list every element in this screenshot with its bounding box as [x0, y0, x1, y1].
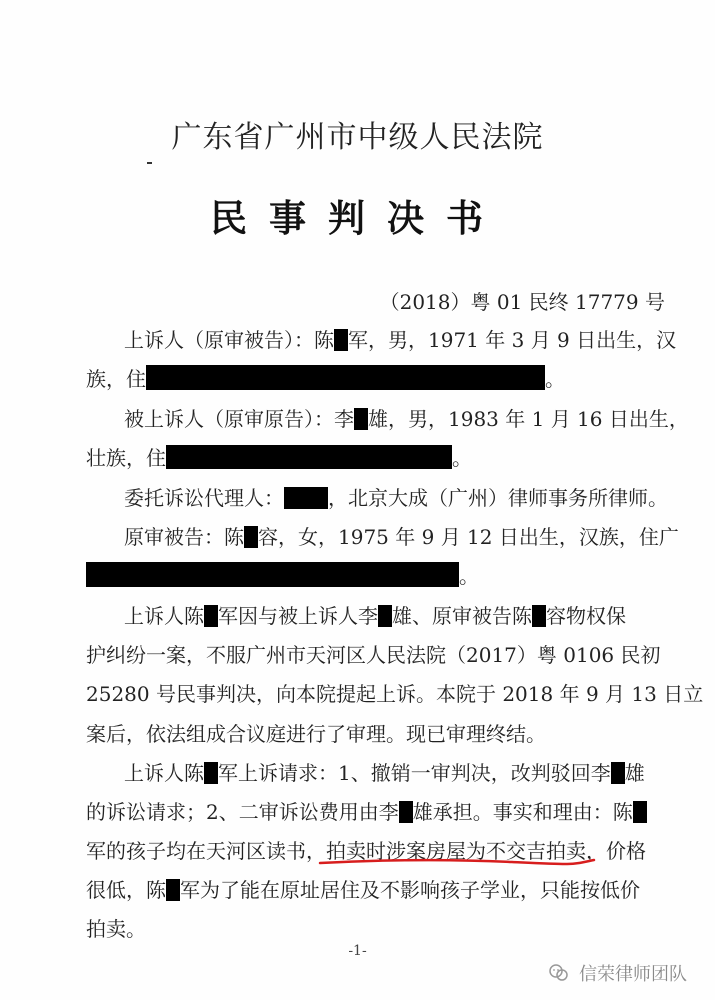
text-segment: 军因与被上诉人李: [218, 604, 378, 628]
redaction-block: [146, 365, 545, 390]
redaction-block: [611, 762, 625, 784]
appellant-line-1: [124, 326, 676, 354]
wechat-icon: [547, 961, 571, 985]
text-segment: ，价格: [586, 839, 646, 863]
appeal-paragraph-line-1: [124, 759, 645, 787]
agent-label: 委托诉讼代理人：: [124, 486, 284, 510]
case-paragraph-line-2: 护纠纷一案，不服广州市天河区人民法院（2017）粤 0106 民初: [86, 643, 661, 667]
text-segment: 雄: [624, 761, 645, 785]
watermark-text: 信荣律师团队: [579, 964, 687, 984]
appeal-paragraph-line-2: [86, 798, 647, 826]
redaction-block: [86, 562, 459, 587]
appellant-line-2: [86, 365, 565, 393]
case-paragraph-line-3: 25280 号民事判决，向本院提起上诉。本院于 2018 年 9 月 13 日立: [86, 682, 704, 706]
appellant-details: 军，男，1971 年 3 月 9 日出生，汉: [348, 328, 677, 352]
appellee-label: 被上诉人（原审原告）：李: [124, 407, 354, 431]
redaction-block: [399, 801, 413, 823]
original-defendant-details: 容，女，1975 年 9 月 12 日出生，汉族，住广: [258, 525, 679, 549]
text-segment: 上诉人陈: [124, 604, 204, 628]
underlined-text: 拍卖时涉案房屋为不交吉拍卖: [326, 839, 586, 863]
appeal-paragraph-line-3: [86, 837, 646, 865]
text-segment: 军上诉请求：1、撤销一审判决，改判驳回李: [218, 761, 611, 785]
address-label: 族，住: [86, 367, 146, 391]
redaction-block: [244, 526, 258, 548]
appeal-paragraph-line-4: [86, 876, 640, 904]
agent-firm: ，北京大成（广州）律师事务所律师。: [328, 486, 668, 510]
line-end: 。: [452, 446, 472, 470]
redaction-block: [532, 605, 546, 627]
text-segment: 上诉人陈: [124, 761, 204, 785]
text-segment: 很低，陈: [86, 878, 166, 902]
line-end: 。: [459, 564, 479, 588]
redaction-block: [334, 329, 348, 351]
case-paragraph-line-4: 案后，依法组成合议庭进行了审理。现已审理终结。: [86, 722, 546, 746]
redaction-block: [204, 605, 218, 627]
original-defendant-label: 原审被告：陈: [124, 525, 244, 549]
appeal-paragraph-line-5: 拍卖。: [86, 917, 146, 941]
redaction-block: [633, 801, 647, 823]
text-segment: 的诉讼请求；2、二审诉讼费用由李: [86, 800, 399, 824]
redaction-block: [378, 605, 392, 627]
case-paragraph-line-1: [124, 602, 626, 630]
redaction-block: [284, 487, 328, 509]
court-name: 广东省广州市中级人民法院: [171, 120, 544, 155]
agent-line: [124, 484, 668, 512]
redaction-block: [166, 879, 180, 901]
line-end: 。: [545, 367, 565, 391]
text-segment: 容物权保: [546, 604, 626, 628]
text-segment: 雄、原审被告陈: [392, 604, 532, 628]
document-title: 民事判决书: [210, 196, 505, 240]
appellee-details: 雄，男，1983 年 1 月 16 日出生，: [368, 407, 689, 431]
appellant-label: 上诉人（原审被告）：陈: [124, 328, 334, 352]
case-number: （2018）粤 01 民终 17779 号: [379, 290, 665, 314]
redaction-block: [204, 762, 218, 784]
text-segment: 军为了能在原址居住及不影响孩子学业，只能按低价: [180, 878, 640, 902]
appellee-line-2: [86, 444, 472, 472]
original-defendant-line-2: [86, 562, 479, 590]
text-segment: 军的孩子均在天河区读书，: [86, 839, 326, 863]
redaction-block: [354, 408, 368, 430]
address-label: 壮族，住: [86, 446, 166, 470]
text-segment: 雄承担。事实和理由：陈: [412, 800, 633, 824]
watermark: [547, 960, 687, 986]
page-number: -1-: [348, 943, 367, 959]
appellee-line-1: [124, 405, 689, 433]
original-defendant-line-1: [124, 523, 679, 551]
redaction-block: [166, 445, 452, 469]
scan-speck: [147, 162, 152, 164]
